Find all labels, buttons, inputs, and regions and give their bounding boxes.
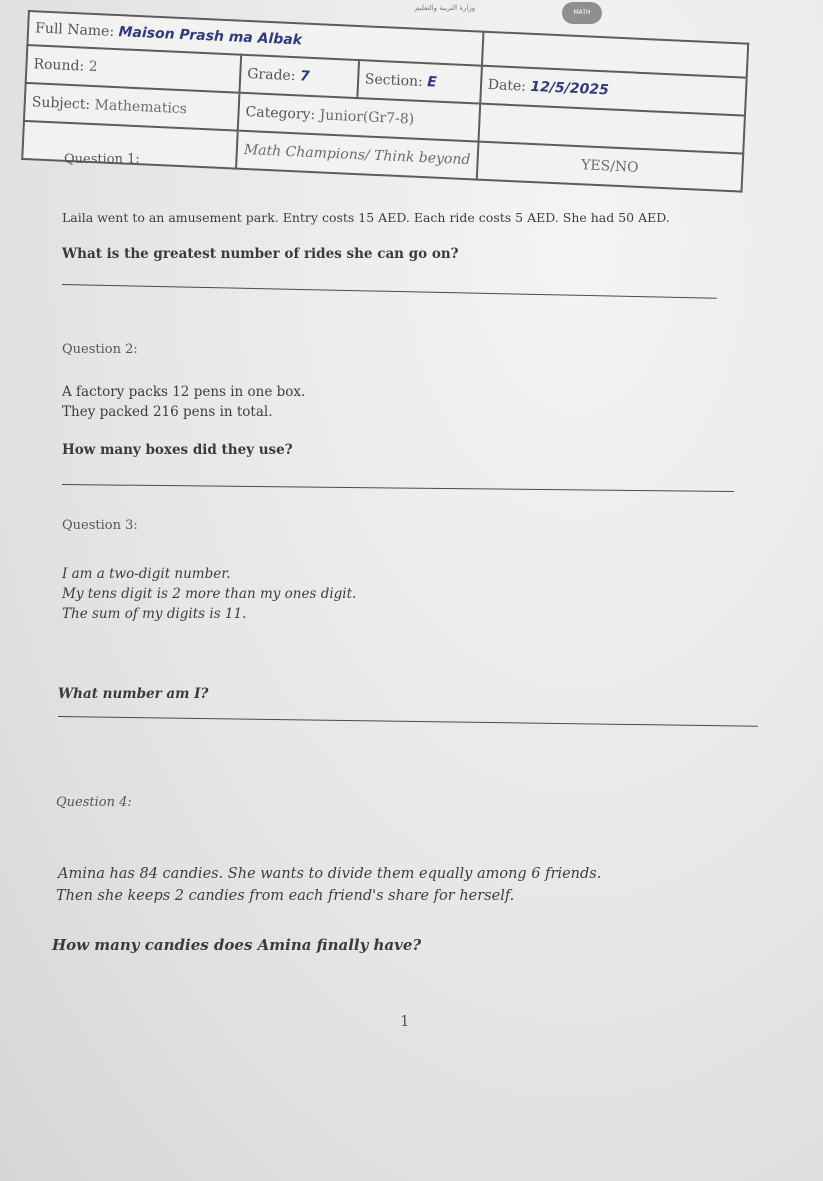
section-cell: Section: E [357, 60, 482, 104]
question-4-line-2: Then she keeps 2 candies from each friend's share for herself. [56, 888, 515, 904]
date-cell: Date: 12/5/2025 [480, 65, 747, 115]
grade-cell: Grade: 7 [239, 54, 358, 97]
math-badge: MATH [562, 2, 602, 24]
subject-cell: Subject: Mathematics [24, 83, 240, 131]
question-3-line-1: I am a two-digit number. [62, 566, 231, 582]
full-name-value: Maison Prash ma Albak [118, 23, 303, 49]
question-3-label: Question 3: [62, 518, 138, 533]
question-2-label: Question 2: [62, 342, 138, 357]
competition-cell: Math Champions/ Think beyond [236, 130, 478, 179]
question-3-line-2: My tens digit is 2 more than my ones digit. [62, 586, 357, 602]
question-4-line-1: Amina has 84 candies. She wants to divide them equally among 6 friends. [58, 866, 602, 882]
question-4-label: Question 4: [56, 795, 132, 810]
page-number: 1 [400, 1012, 410, 1030]
answer-line-2[interactable] [62, 484, 734, 492]
grade-value: 7 [299, 68, 311, 85]
question-2-line-2: They packed 216 pens in total. [62, 404, 273, 420]
question-3-ask: What number am I? [58, 686, 209, 702]
question-1-label: Question 1: [64, 152, 140, 167]
question-1-ask: What is the greatest number of rides she can go on? [62, 246, 459, 262]
answer-line-3[interactable] [58, 716, 758, 727]
question-3-line-3: The sum of my digits is 11. [62, 606, 247, 622]
date-value: 12/5/2025 [530, 78, 610, 99]
question-1-text: Laila went to an amusement park. Entry costs 15 AED. Each ride costs 5 AED. She had 50 AED. [62, 210, 670, 225]
question-2-line-1: A factory packs 12 pens in one box. [62, 384, 306, 400]
answer-line-1[interactable] [62, 284, 717, 299]
question-2-ask: How many boxes did they use? [62, 442, 293, 458]
full-name-cell: Full Name: Maison Prash ma Albak [27, 11, 483, 65]
yes-no-cell: YES/NO [476, 141, 743, 191]
ministry-logo-text: وزارة التربية والتعليم [415, 4, 476, 12]
category-cell: Category: Junior(Gr7-8) [238, 92, 480, 141]
question-4-ask: How many candies does Amina finally have? [52, 936, 422, 954]
section-value: E [426, 73, 438, 91]
round-cell: Round: 2 [26, 45, 242, 93]
